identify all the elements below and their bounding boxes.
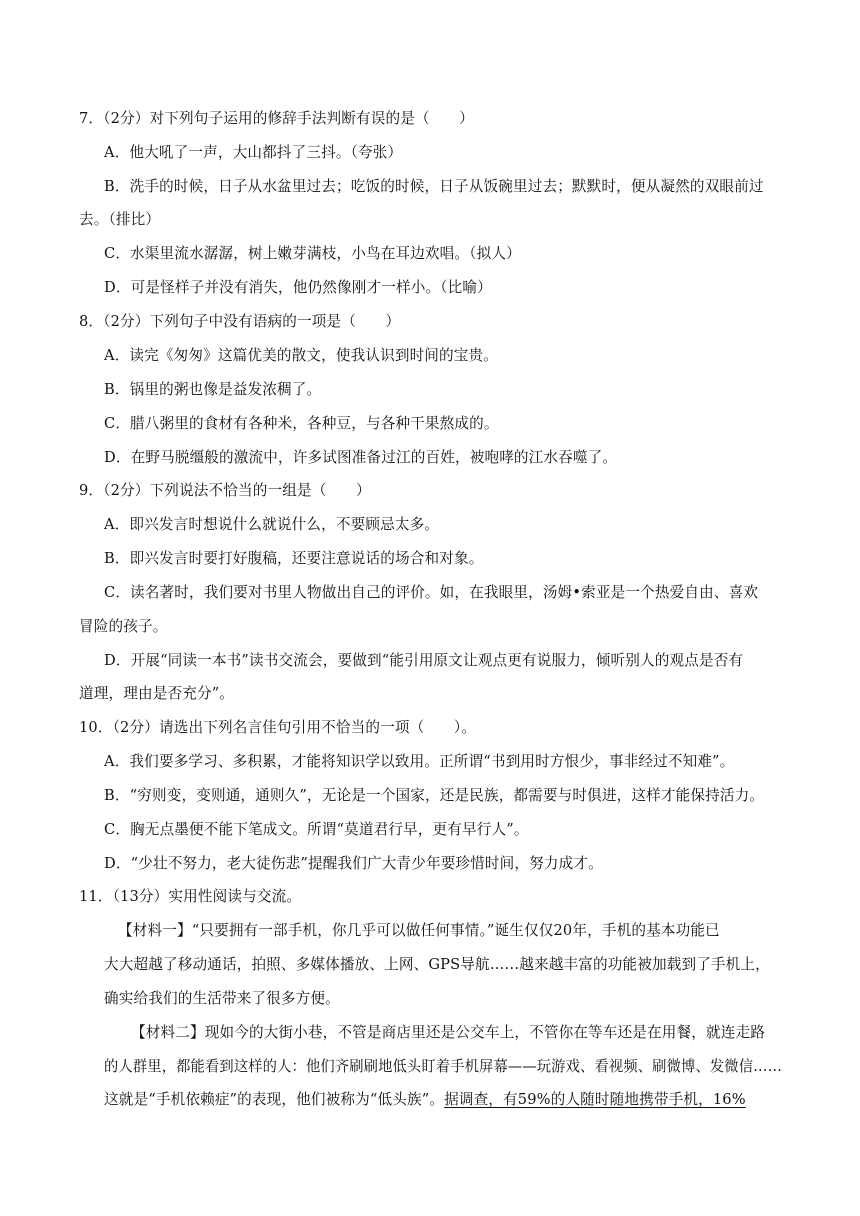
q11-material-2: 【材料二】现如今的大街小巷，不管是商店里还是公交车上，不管你在等车还是在用餐，就连走路 [131, 1024, 765, 1041]
q8-option-c: C．腊八粥里的食材有各种米，各种豆，与各种干果熬成的。 [104, 415, 499, 432]
q8-option-a: A．读完《匆匆》这篇优美的散文，使我认识到时间的宝贵。 [104, 347, 499, 364]
q9-stem: 9．（2分）下列说法不恰当的一组是（ ） [79, 482, 371, 499]
q10-option-b: B．“穷则变，变则通，通则久”，无论是一个国家，还是民族，都需要与时俱进，这样才能保持活力。 [104, 787, 765, 804]
q11-material-1-cont: 大大超越了移动通话，拍照、多媒体播放、上网、GPS导航……越来越丰富的功能被加载到了手机上， [104, 956, 770, 973]
q10-option-a: A．我们要多学习、多积累，才能将知识学以致用。正所谓“书到用时方恨少，事非经过不知难”。 [104, 753, 735, 770]
q7-option-d: D．可是怪样子并没有消失，他仍然像刚才一样小。（比喻） [104, 279, 492, 296]
q11-material-2-cont: 的人群里，都能看到这样的人：他们齐刷刷地低头盯着手机屏幕——玩游戏、看视频、刷微博、发微信…… [104, 1058, 783, 1075]
q7-stem: 7．（2分）对下列句子运用的修辞手法判断有误的是（ ） [79, 110, 474, 127]
q10-stem: 10．（2分）请选出下列名言佳句引用不恰当的一项（ ）。 [79, 719, 477, 736]
q11-material-2-cont2 [104, 1090, 746, 1110]
q7-option-a: A．他大吼了一声，大山都抖了三抖。（夸张） [104, 144, 403, 161]
q10-option-c: C．胸无点墨便不能下笔成文。所谓“莫道君行早，更有早行人”。 [104, 821, 529, 838]
q8-option-d: D．在野马脱缰般的激流中，许多试图准备过江的百姓，被咆哮的江水吞噬了。 [104, 449, 618, 466]
q9-option-b: B．即兴发言时要打好腹稿，还要注意说话的场合和对象。 [104, 550, 484, 567]
q11-material-2-text: 这就是“手机依赖症”的表现，他们被称为“低头族”。 [104, 1091, 445, 1108]
q7-option-b: B．洗手的时候，日子从水盆里过去；吃饭的时候，日子从饭碗里过去；默默时，便从凝然的双眼前过 [104, 178, 764, 195]
q8-option-b: B．锅里的粥也像是益发浓稠了。 [104, 381, 322, 398]
q9-option-d-cont: 道理，理由是否充分”。 [79, 685, 235, 702]
q9-option-c-cont: 冒险的孩子。 [79, 618, 168, 635]
q9-option-c: C．读名著时，我们要对书里人物做出自己的评价。如，在我眼里，汤姆•索亚是一个热爱自由、喜欢 [104, 584, 759, 601]
q9-option-a: A．即兴发言时想说什么就说什么，不要顾忌太多。 [104, 516, 440, 533]
q11-material-1: 【材料一】“只要拥有一部手机，你几乎可以做任何事情。”诞生仅仅20年，手机的基本功能已 [118, 922, 720, 939]
q11-material-1-cont2: 确实给我们的生活带来了很多方便。 [104, 990, 340, 1007]
q10-option-d: D．“少壮不努力，老大徒伤悲”提醒我们广大青少年要珍惜时间，努力成才。 [104, 855, 603, 872]
q11-stem: 11．（13分）实用性阅读与交流。 [79, 888, 302, 905]
q8-stem: 8．（2分）下列句子中没有语病的一项是（ ） [79, 313, 401, 330]
q7-option-c: C．水渠里流水潺潺，树上嫩芽满枝，小鸟在耳边欢唱。（拟人） [104, 245, 521, 262]
q9-option-d: D．开展“同读一本书”读书交流会，要做到“能引用原文让观点更有说服力，倾听别人的观点是否有 [104, 652, 744, 669]
q7-option-b-cont: 去。（排比） [79, 211, 161, 228]
q11-underlined-text: 据调查，有59%的人随时随地携带手机，16% [444, 1091, 746, 1108]
